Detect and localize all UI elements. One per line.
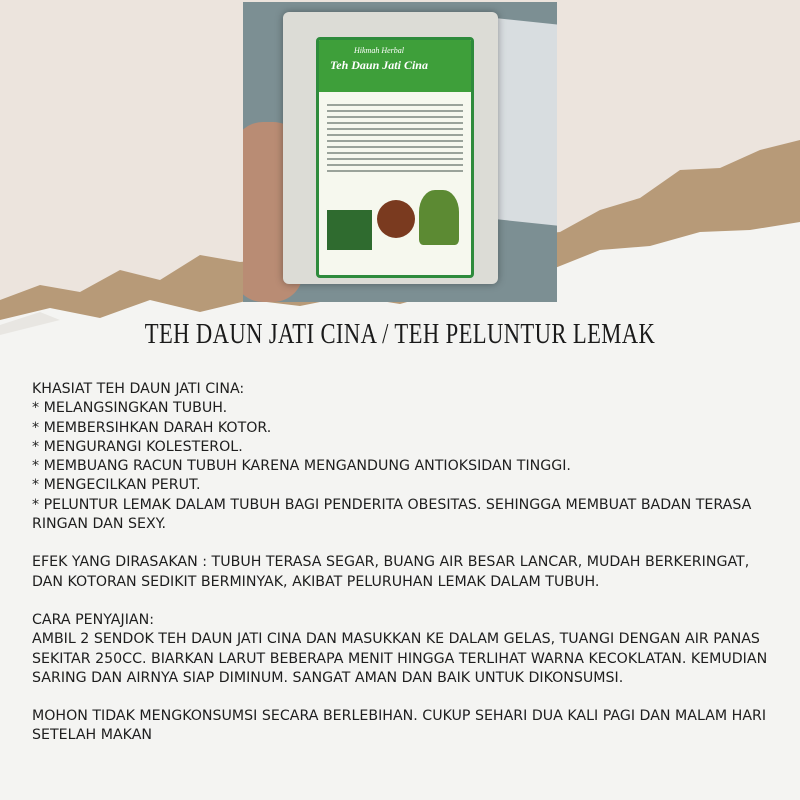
leaf-photo — [327, 210, 372, 250]
cara-heading: CARA PENYAJIAN: — [32, 611, 154, 628]
khasiat-item: * MENGURANGI KOLESTEROL. — [32, 438, 243, 455]
khasiat-heading: KHASIAT TEH DAUN JATI CINA: — [32, 381, 245, 397]
efek-paragraph: EFEK YANG DIRASAKAN : TUBUH TERASA SEGAR, BUANG AIR BESAR LANCAR, MUDAH BERKERINGAT, DAN KOTORAN SEDIKIT BERMINYAK, AKIBAT PELURUHAN LEMAK DALAM TUBUH. — [32, 554, 750, 590]
package-label — [316, 37, 474, 278]
label-brand: Hikmah Herbal — [354, 46, 404, 55]
khasiat-item: * MELANGSINGKAN TUBUH. — [32, 400, 228, 417]
label-text-lines — [327, 100, 463, 176]
label-product-name: Teh Daun Jati Cina — [330, 58, 428, 72]
label-header — [319, 40, 471, 92]
plant-photo — [419, 190, 459, 245]
khasiat-item: * MEMBUANG RACUN TUBUH KARENA MENGANDUNG ANTIOKSIDAN TINGGI. — [32, 458, 571, 475]
description — [32, 380, 782, 746]
khasiat-item: * PELUNTUR LEMAK DALAM TUBUH BAGI PENDERITA OBESITAS. SEHINGGA MEMBUAT BADAN TERASA RINGAN DAN SEXY. — [32, 496, 752, 533]
cara-paragraph: AMBIL 2 SENDOK TEH DAUN JATI CINA DAN MASUKKAN KE DALAM GELAS, TUANGI DENGAN AIR PANAS SEKITAR 250CC. BIARKAN LARUT BEBERAPA MENIT HINGGA TERLIHAT WARNA KECOKLATAN. KEMUDIAN SARING DAN AIRNYA SIAP DIMINUM. SANGAT AMAN DAN BAIK UNTUK DIKONSUMSI. — [32, 631, 768, 686]
tea-cup-photo — [377, 200, 415, 238]
khasiat-item: * MENGECILKAN PERUT. — [32, 477, 201, 494]
khasiat-item: * MEMBERSIHKAN DARAH KOTOR. — [32, 419, 272, 436]
product-photo — [243, 2, 557, 302]
page-title: TEH DAUN JATI CINA / TEH PELUNTUR LEMAK — [144, 318, 656, 350]
mohon-paragraph: MOHON TIDAK MENGKONSUMSI SECARA BERLEBIHAN. CUKUP SEHARI DUA KALI PAGI DAN MALAM HARI SETELAH MAKAN — [32, 708, 767, 744]
